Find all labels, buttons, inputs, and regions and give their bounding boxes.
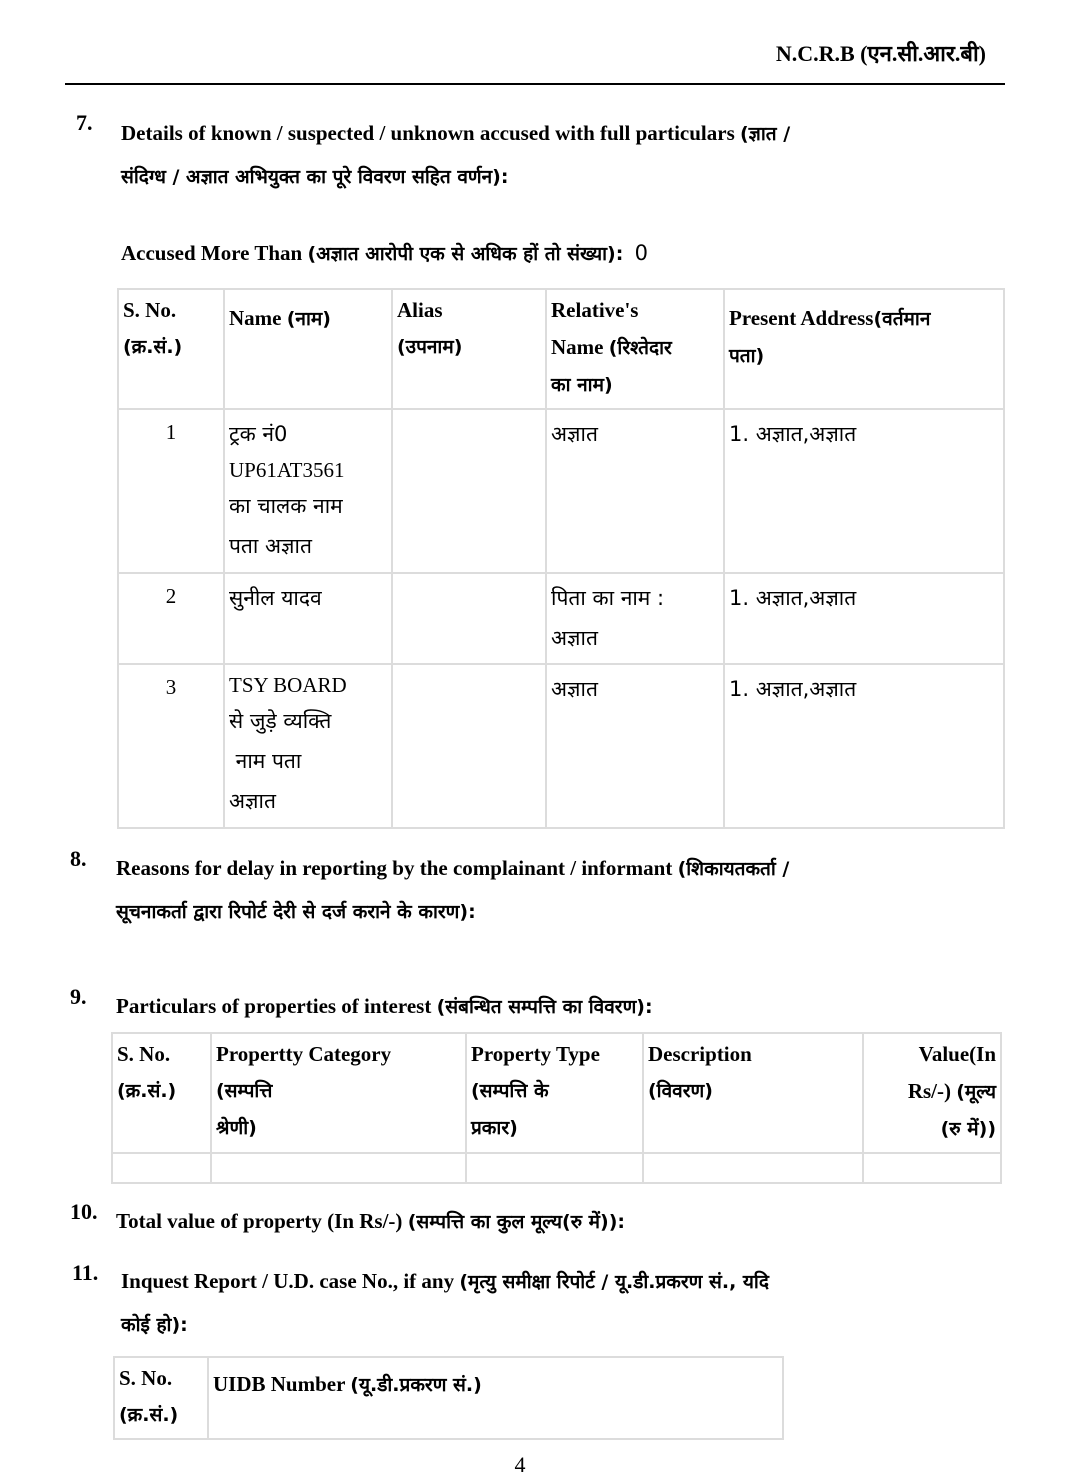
header-org: N.C.R.B (एन.सी.आर.बी) <box>775 41 986 66</box>
col-sno: S. No. (क्र.सं.) <box>112 1033 211 1153</box>
accused-table <box>117 288 1005 829</box>
col-sno: S. No. (क्र.सं.) <box>114 1357 208 1439</box>
property-table-header <box>112 1033 1001 1153</box>
row-relative: अज्ञात <box>546 664 724 828</box>
row-sno: 3 <box>118 664 224 828</box>
table-row <box>112 1153 1001 1183</box>
section9-number: 9. <box>70 984 87 1009</box>
col-type: Property Type (सम्पत्ति के प्रकार) <box>466 1033 643 1153</box>
row-address: 1. अज्ञात,अज्ञात <box>724 409 1004 573</box>
header-divider <box>65 83 1005 85</box>
col-name: Name (नाम) <box>224 289 392 409</box>
section9-title: Particulars of properties of interest (संबन्धित सम्पत्ति का विवरण): <box>116 994 653 1018</box>
section11-title: Inquest Report / U.D. case No., if any (मृत्यु समीक्षा रिपोर्ट / यू.डी.प्रकरण सं., यदि कोई हो): <box>121 1269 769 1336</box>
section8-title: Reasons for delay in reporting by the complainant / informant (शिकायतकर्ता / सूचनाकर्ता द्वारा रिपोर्ट देरी से दर्ज कराने के कारण): <box>116 856 790 923</box>
property-table <box>111 1032 1002 1184</box>
row-name: सुनील यादव <box>224 573 392 664</box>
row-sno: 2 <box>118 573 224 664</box>
row-alias <box>392 409 546 573</box>
row-address: 1. अज्ञात,अज्ञात <box>724 664 1004 828</box>
section11-number: 11. <box>72 1260 99 1285</box>
row-address: 1. अज्ञात,अज्ञात <box>724 573 1004 664</box>
col-uidb: UIDB Number (यू.डी.प्रकरण सं.) <box>208 1357 783 1439</box>
row-sno: 1 <box>118 409 224 573</box>
page-number: 4 <box>514 1452 526 1477</box>
col-relative: Relative's Name (रिश्तेदार का नाम) <box>546 289 724 409</box>
col-sno: S. No. (क्र.सं.) <box>118 289 224 409</box>
row-alias <box>392 573 546 664</box>
col-description: Description (विवरण) <box>643 1033 863 1153</box>
section8-number: 8. <box>70 846 87 871</box>
section10-number: 10. <box>70 1199 98 1224</box>
row-name: TSY BOARD से जुड़े व्यक्ति नाम पता अज्ञात <box>224 664 392 828</box>
accused-count-line <box>121 240 648 266</box>
accused-count-value: 0 <box>634 241 648 265</box>
table-row <box>118 409 1004 573</box>
col-address: Present Address(वर्तमान पता) <box>724 289 1004 409</box>
uidb-table-header <box>114 1357 783 1439</box>
section7-number: 7. <box>76 110 93 135</box>
row-relative: अज्ञात <box>546 409 724 573</box>
section7-title <box>121 112 1001 198</box>
row-relative: पिता का नाम : अज्ञात <box>546 573 724 664</box>
table-row <box>118 664 1004 828</box>
accused-label-hi: (अज्ञात आरोपी एक से अधिक हों तो संख्या): <box>307 243 624 265</box>
row-alias <box>392 664 546 828</box>
col-value: Value(In Rs/-) (मूल्य (रु में)) <box>863 1033 1001 1153</box>
accused-table-header <box>118 289 1004 409</box>
col-alias: Alias (उपनाम) <box>392 289 546 409</box>
table-row <box>118 573 1004 664</box>
accused-label-en: Accused More Than <box>121 241 303 265</box>
uidb-table <box>113 1356 784 1440</box>
col-category: Propertty Category (सम्पत्ति श्रेणी) <box>211 1033 466 1153</box>
section7-title-en: Details of known / suspected / unknown accused with full particulars <box>121 121 735 145</box>
section10-title: Total value of property (In Rs/-) (सम्पत्ति का कुल मूल्य(रु में)): <box>116 1209 626 1233</box>
section7-title-hi-1: (ज्ञात / <box>740 123 791 145</box>
row-name: ट्रक नं0 UP61AT3561 का चालक नाम पता अज्ञात <box>224 409 392 573</box>
section7-title-hi-2: संदिग्ध / अज्ञात अभियुक्त का पूरे विवरण सहित वर्णन): <box>121 166 509 188</box>
